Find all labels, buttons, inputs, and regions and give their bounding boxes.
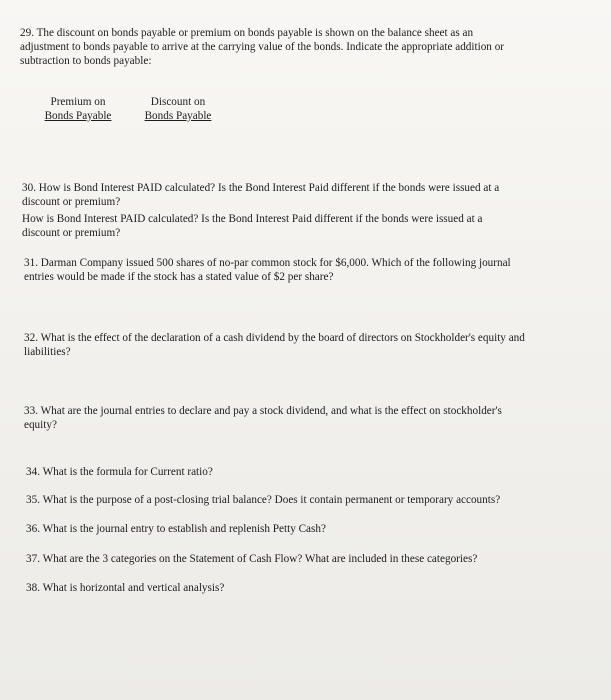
question-34-text: 34. What is the formula for Current ratio? xyxy=(26,466,213,478)
question-31-line-2: entries would be made if the stock has a stated value of $2 per share? xyxy=(24,271,334,283)
discount-bonds-payable-label: Bonds Payable xyxy=(144,110,212,122)
question-32-line-1: 32. What is the effect of the declaration of a cash dividend by the board of directors on Stockholder's equity and xyxy=(24,332,525,344)
question-29-line-3: subtraction to bonds payable: xyxy=(20,55,152,67)
question-30 xyxy=(22,181,499,240)
question-30-line-4: discount or premium? xyxy=(22,227,121,239)
question-32 xyxy=(24,331,525,359)
question-34 xyxy=(26,465,213,479)
question-38-text: 38. What is horizontal and vertical analysis? xyxy=(26,582,225,594)
premium-bonds-payable-label: Bonds Payable xyxy=(44,110,112,122)
question-35 xyxy=(26,493,500,507)
question-31 xyxy=(24,256,511,284)
question-36 xyxy=(26,522,326,536)
question-29-line-2: adjustment to bonds payable to arrive at the carrying value of the bonds. Indicate the appropriate addition or xyxy=(20,41,505,53)
discount-column-header xyxy=(136,95,220,123)
question-29 xyxy=(20,26,504,68)
question-30-line-1: 30. How is Bond Interest PAID calculated? Is the Bond Interest Paid different if the bonds were issued at a xyxy=(22,182,500,194)
question-35-text: 35. What is the purpose of a post-closing trial balance? Does it contain permanent or temporary accounts? xyxy=(26,494,501,506)
question-37 xyxy=(26,552,477,566)
question-33-line-2: equity? xyxy=(24,419,57,431)
question-38 xyxy=(26,581,224,595)
question-36-text: 36. What is the journal entry to establish and replenish Petty Cash? xyxy=(26,523,326,535)
discount-on-label: Discount on xyxy=(150,96,206,108)
question-37-text: 37. What are the 3 categories on the Statement of Cash Flow? What are included in these categories? xyxy=(26,553,478,565)
question-30-line-2: discount or premium? xyxy=(22,196,121,208)
question-29-line-1: 29. The discount on bonds payable or premium on bonds payable is shown on the balance sheet as an xyxy=(20,27,474,39)
question-33-line-1: 33. What are the journal entries to declare and pay a stock dividend, and what is the effect on stockholder's xyxy=(24,405,502,417)
premium-on-label: Premium on xyxy=(50,96,106,108)
question-30-line-3: How is Bond Interest PAID calculated? Is the Bond Interest Paid different if the bonds were issued at a xyxy=(22,213,483,225)
question-32-line-2: liabilities? xyxy=(24,346,71,358)
question-33 xyxy=(24,404,502,432)
premium-column-header xyxy=(36,95,120,123)
question-31-line-1: 31. Darman Company issued 500 shares of no-par common stock for $6,000. Which of the following journal xyxy=(24,257,511,269)
